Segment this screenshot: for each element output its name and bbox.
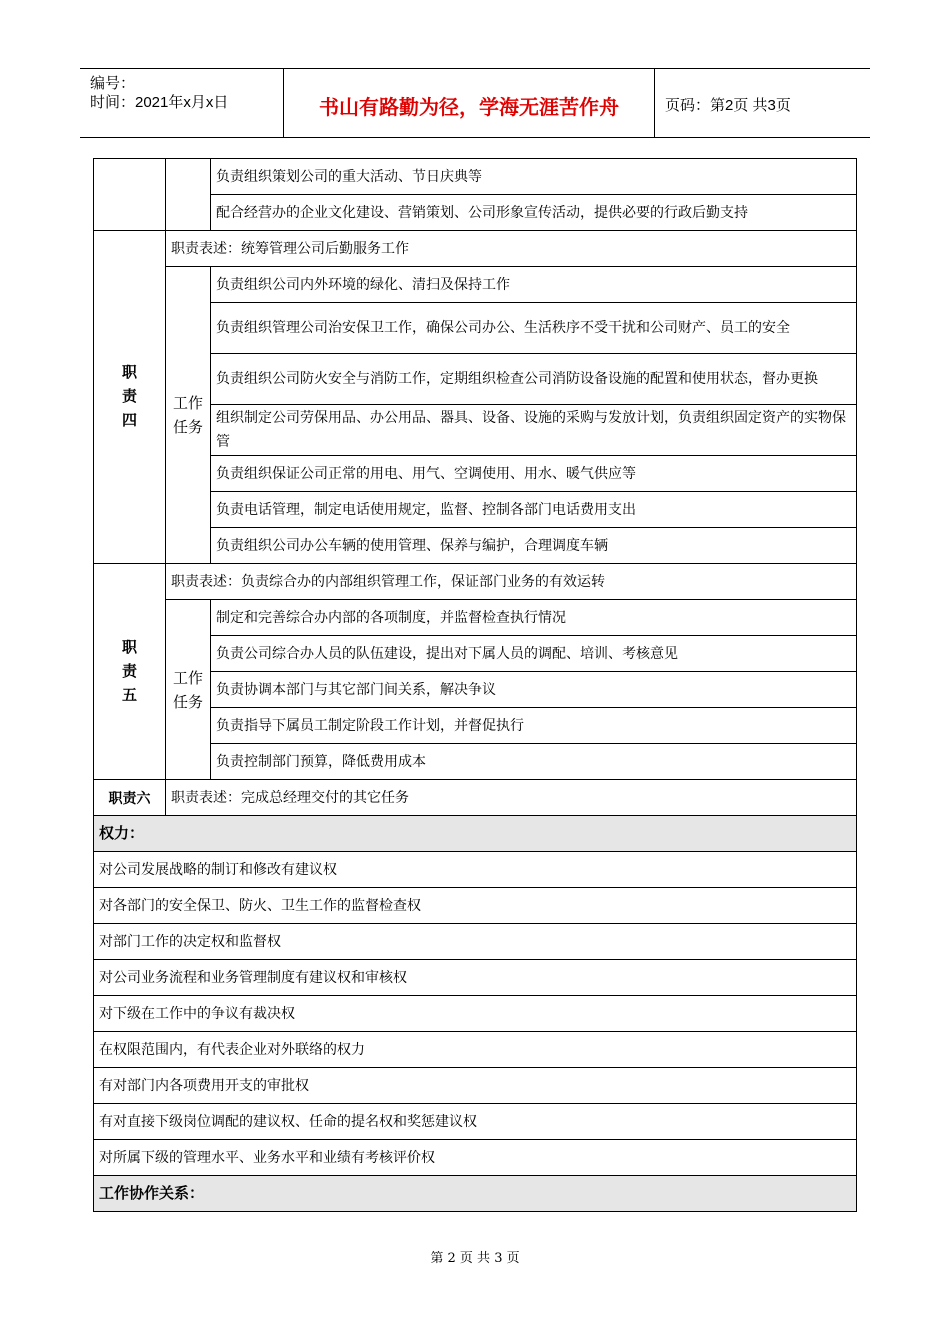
task-item: 负责组织公司内外环境的绿化、清扫及保持工作 [211,267,857,303]
task-item: 配合经营办的企业文化建设、营销策划、公司形象宣传活动，提供必要的行政后勤支持 [211,195,857,231]
duty-name-4: 职责四 [94,231,166,564]
task-item: 负责组织保证公司正常的用电、用气、空调使用、用水、暖气供应等 [211,456,857,492]
task-item: 组织制定公司劳保用品、办公用品、器具、设备、设施的采购与发放计划，负责组织固定资产的实物保管 [211,405,857,456]
header-page-cell [655,69,870,137]
task-item: 负责协调本部门与其它部门间关系，解决争议 [211,672,857,708]
table-row [94,231,857,267]
power-item: 在权限范围内，有代表企业对外联络的权力 [94,1032,857,1068]
table-row [94,600,857,636]
task-item: 负责组织管理公司治安保卫工作，确保公司办公、生活秩序不受干扰和公司财产、员工的安全 [211,303,857,354]
table-row [94,924,857,960]
power-item: 对下级在工作中的争议有裁决权 [94,996,857,1032]
task-item: 负责组织公司办公车辆的使用管理、保养与编护，合理调度车辆 [211,528,857,564]
task-item: 负责公司综合办人员的队伍建设，提出对下属人员的调配、培训、考核意见 [211,636,857,672]
table-row [94,816,857,852]
table-row [94,852,857,888]
power-item: 对部门工作的决定权和监督权 [94,924,857,960]
task-item: 负责指导下属员工制定阶段工作计划，并督促执行 [211,708,857,744]
power-item: 对各部门的安全保卫、防火、卫生工作的监督检查权 [94,888,857,924]
page-footer: 第 2 页 共 3 页 [430,1251,520,1266]
table-row [94,888,857,924]
task-label-5: 工作任务 [166,600,211,780]
task-item: 负责组织策划公司的重大活动、节日庆典等 [211,159,857,195]
table-row [94,780,857,816]
page-label: 页码：第2页 共3页 [665,97,791,114]
motto-text: 书山有路勤为径，学海无涯苦作舟 [319,95,619,119]
power-item: 有对部门内各项费用开支的审批权 [94,1068,857,1104]
task-item: 负责控制部门预算，降低费用成本 [211,744,857,780]
task-label-4: 工作任务 [166,267,211,564]
header-motto-cell [283,69,655,137]
task-label-cell-empty [166,159,211,231]
power-item: 对所属下级的管理水平、业务水平和业绩有考核评价权 [94,1140,857,1176]
header-meta [80,69,283,137]
table-row [94,1140,857,1176]
table-row [94,1176,857,1212]
duty-statement-6: 职责表述：完成总经理交付的其它任务 [166,780,857,816]
table-row [94,1068,857,1104]
task-item: 负责组织公司防火安全与消防工作，定期组织检查公司消防设备设施的配置和使用状态，督办更换 [211,354,857,405]
power-item: 有对直接下级岗位调配的建议权、任命的提名权和奖惩建议权 [94,1104,857,1140]
table-row [94,564,857,600]
job-description-table [93,158,857,1212]
cooperation-title: 工作协作关系： [94,1176,857,1212]
table-row [94,960,857,996]
table-row [94,1032,857,1068]
duty-statement-5: 职责表述：负责综合办的内部组织管理工作，保证部门业务的有效运转 [166,564,857,600]
time-label: 时间：2021年x月x日 [90,94,229,111]
number-label: 编号： [90,75,136,92]
duty-name-5: 职责五 [94,564,166,780]
table-row [94,1104,857,1140]
power-item: 对公司业务流程和业务管理制度有建议权和审核权 [94,960,857,996]
powers-title: 权力： [94,816,857,852]
table-row [94,996,857,1032]
duty-name-cell-empty [94,159,166,231]
task-item: 负责电话管理，制定电话使用规定，监督、控制各部门电话费用支出 [211,492,857,528]
table-row [94,159,857,195]
power-item: 对公司发展战略的制订和修改有建议权 [94,852,857,888]
page-header [80,68,870,138]
duty-statement-4: 职责表述：统筹管理公司后勤服务工作 [166,231,857,267]
table-row [94,267,857,303]
task-item: 制定和完善综合办内部的各项制度，并监督检查执行情况 [211,600,857,636]
duty-name-6: 职责六 [94,780,166,816]
